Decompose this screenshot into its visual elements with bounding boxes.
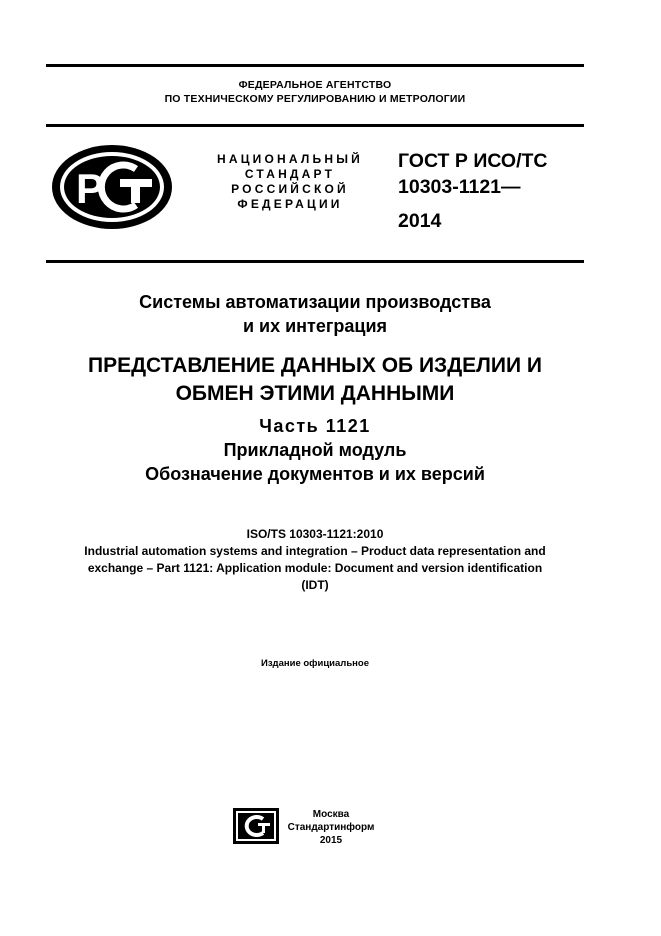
national-line-3: РОССИЙСКОЙ bbox=[231, 182, 349, 196]
gost-r-logo-icon bbox=[50, 143, 174, 231]
publication-year: 2015 bbox=[319, 835, 343, 846]
series-title-line-2: и их интеграция bbox=[242, 316, 388, 336]
national-line-2: СТАНДАРТ bbox=[244, 167, 336, 181]
agency-line-1: ФЕДЕРАЛЬНОЕ АГЕНТСТВО bbox=[238, 79, 392, 91]
top-rule bbox=[46, 64, 584, 67]
svg-text:Р: Р bbox=[76, 165, 105, 212]
module-subject: Обозначение документов и их версий bbox=[145, 464, 485, 484]
document-part-title bbox=[46, 414, 584, 486]
iso-ref-number: ISO/TS 10303-1121:2010 bbox=[246, 527, 384, 541]
document-main-title bbox=[46, 352, 584, 408]
title-rule bbox=[46, 260, 584, 263]
designation-year: 2014 bbox=[398, 210, 442, 232]
main-title-line-1: ПРЕДСТАВЛЕНИЕ ДАННЫХ ОБ ИЗДЕЛИИ И bbox=[87, 354, 543, 377]
designation-line-2: 10303-1121— bbox=[398, 176, 521, 198]
module-label: Прикладной модуль bbox=[223, 440, 407, 460]
publisher-name: Стандартинформ bbox=[287, 822, 375, 833]
agency-line-2: ПО ТЕХНИЧЕСКОМУ РЕГУЛИРОВАНИЮ И МЕТРОЛОГИИ bbox=[164, 93, 466, 105]
publisher-info bbox=[286, 808, 376, 847]
iso-title-line-3: (IDT) bbox=[301, 578, 329, 592]
standartinform-logo-icon bbox=[233, 808, 279, 844]
iso-reference bbox=[46, 526, 584, 594]
national-line-4: ФЕДЕРАЦИИ bbox=[237, 197, 343, 211]
main-title-line-2: ОБМЕН ЭТИМИ ДАННЫМИ bbox=[175, 382, 455, 405]
standard-designation bbox=[398, 148, 548, 200]
series-title-line-1: Системы автоматизации производства bbox=[139, 292, 491, 312]
national-standard-label bbox=[200, 152, 380, 212]
document-series-title bbox=[46, 290, 584, 338]
publisher-city: Москва bbox=[312, 809, 350, 820]
iso-title-line-1: Industrial automation systems and integration – Product data representation and bbox=[84, 544, 546, 558]
national-line-1: НАЦИОНАЛЬНЫЙ bbox=[216, 152, 364, 166]
iso-title-line-2: exchange – Part 1121: Application module: Document and version identification bbox=[87, 561, 543, 575]
part-number: Часть 1121 bbox=[259, 416, 371, 436]
edition-label: Издание официальное bbox=[261, 658, 369, 669]
designation-line-1: ГОСТ Р ИСО/ТС bbox=[398, 150, 548, 172]
agency-name bbox=[46, 78, 584, 106]
header-rule bbox=[46, 124, 584, 127]
